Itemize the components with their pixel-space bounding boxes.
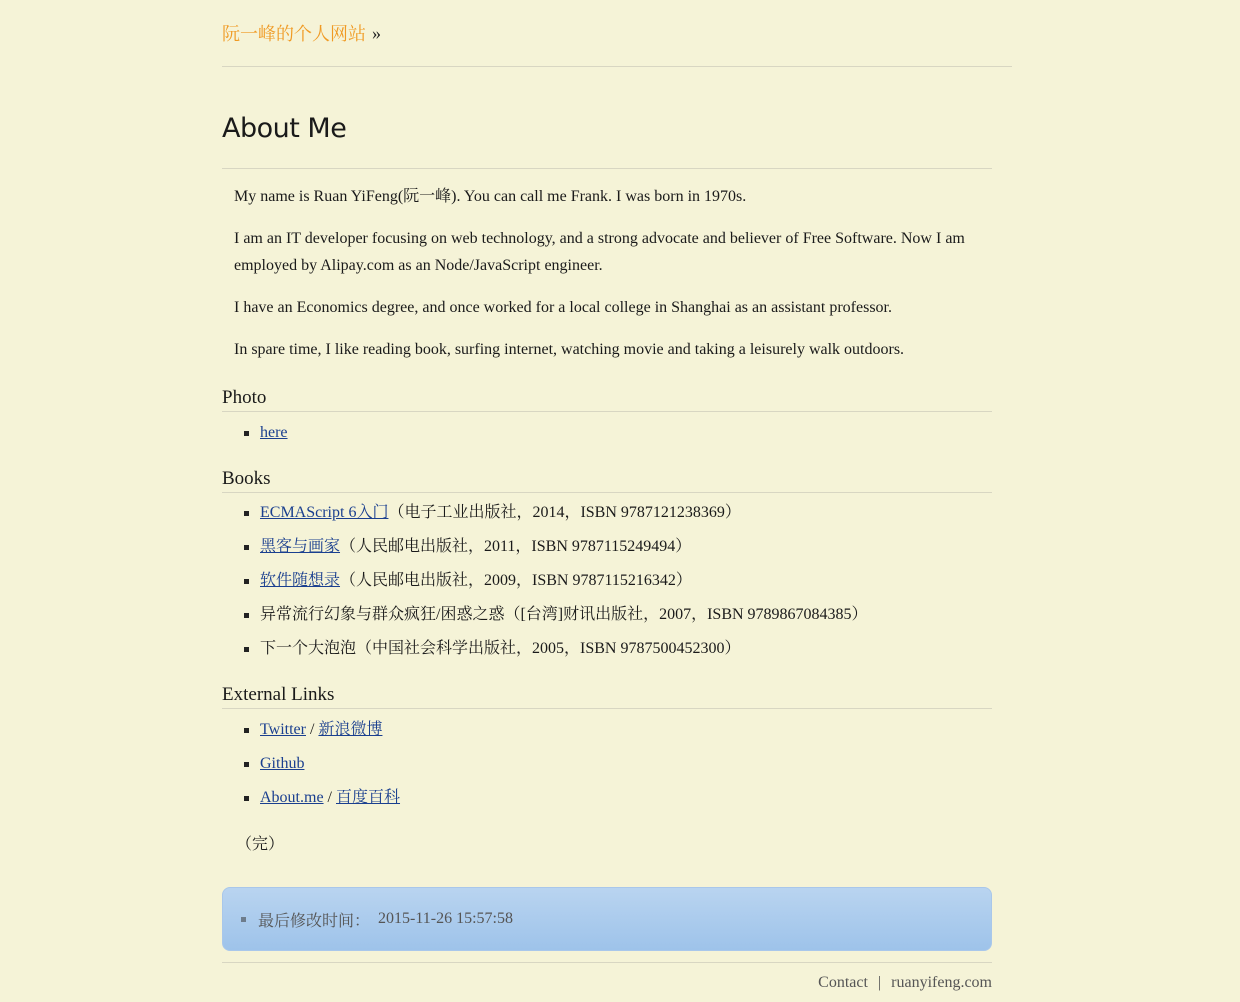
intro-paragraph-2: I am an IT developer focusing on web technology, and a strong advocate and believer of Free Software. Now I am employed by Alipay.com as an Node/JavaScript engineer. [234, 230, 965, 274]
link-separator: / [327, 789, 332, 806]
contact-link[interactable]: Contact [818, 974, 868, 991]
intro-paragraph-4: In spare time, I like reading book, surfing internet, watching movie and taking a leisurely walk outdoors. [234, 341, 905, 358]
list-item [222, 416, 992, 450]
book-item [222, 496, 992, 530]
book-link-es6[interactable]: ECMAScript 6入门 [260, 504, 389, 521]
breadcrumb-arrow: » [372, 22, 381, 43]
book-link-hackers[interactable]: 黑客与画家 [260, 538, 341, 555]
external-links-heading: External Links [222, 684, 992, 709]
book-item [222, 598, 992, 632]
domain-link[interactable]: ruanyifeng.com [891, 974, 992, 991]
baike-link[interactable]: 百度百科 [336, 789, 401, 806]
book-info: （电子工业出版社，2014，ISBN 9787121238369） [388, 504, 741, 521]
book-item [222, 530, 992, 564]
article-content [222, 183, 992, 854]
link-separator: / [309, 721, 315, 738]
intro-paragraph-1: My name is Ruan YiFeng(阮一峰). You can call me Frank. I was born in 1970s. [234, 188, 747, 205]
books-list [222, 496, 992, 666]
end-mark: （完） [236, 836, 285, 853]
page-title: About Me [222, 113, 347, 144]
book-link-joel[interactable]: 软件随想录 [260, 572, 341, 589]
last-modified-value: 2015-11-26 15:57:58 [378, 910, 513, 927]
site-footer [818, 974, 992, 992]
twitter-link[interactable]: Twitter [260, 721, 306, 738]
github-link[interactable]: Github [260, 755, 305, 772]
last-modified-label: 最后修改时间： [258, 912, 371, 930]
book-info: （人民邮电出版社，2011，ISBN 9787115249494） [340, 538, 692, 555]
last-modified-box [222, 887, 992, 951]
photo-link[interactable]: here [260, 424, 288, 441]
book-info: （人民邮电出版社，2009，ISBN 9787115216342） [340, 572, 692, 589]
intro-paragraph-3: I have an Economics degree, and once worked for a local college in Shanghai as an assistant professor. [234, 299, 892, 316]
site-header [222, 0, 1012, 67]
aboutme-link[interactable]: About.me [260, 789, 324, 806]
page-container [222, 0, 1012, 991]
external-links-list [222, 713, 992, 815]
list-item [222, 713, 992, 747]
weibo-link[interactable]: 新浪微博 [318, 721, 383, 738]
book-item [222, 564, 992, 598]
book-text: 下一个大泡泡（中国社会科学出版社，2005，ISBN 9787500452300） [260, 640, 741, 657]
list-item [222, 781, 992, 815]
photo-heading: Photo [222, 387, 992, 412]
site-home-link[interactable]: 阮一峰的个人网站 [222, 24, 366, 44]
photo-list [222, 416, 992, 450]
books-heading: Books [222, 468, 992, 493]
footer-separator: | [877, 974, 882, 991]
footer-divider [222, 962, 992, 963]
bullet-icon [241, 917, 246, 922]
book-text: 异常流行幻象与群众疯狂/困惑之惑（[台湾]财讯出版社，2007，ISBN 9789867084385） [260, 606, 868, 623]
title-divider [222, 168, 992, 169]
book-item [222, 632, 992, 666]
list-item [222, 747, 992, 781]
